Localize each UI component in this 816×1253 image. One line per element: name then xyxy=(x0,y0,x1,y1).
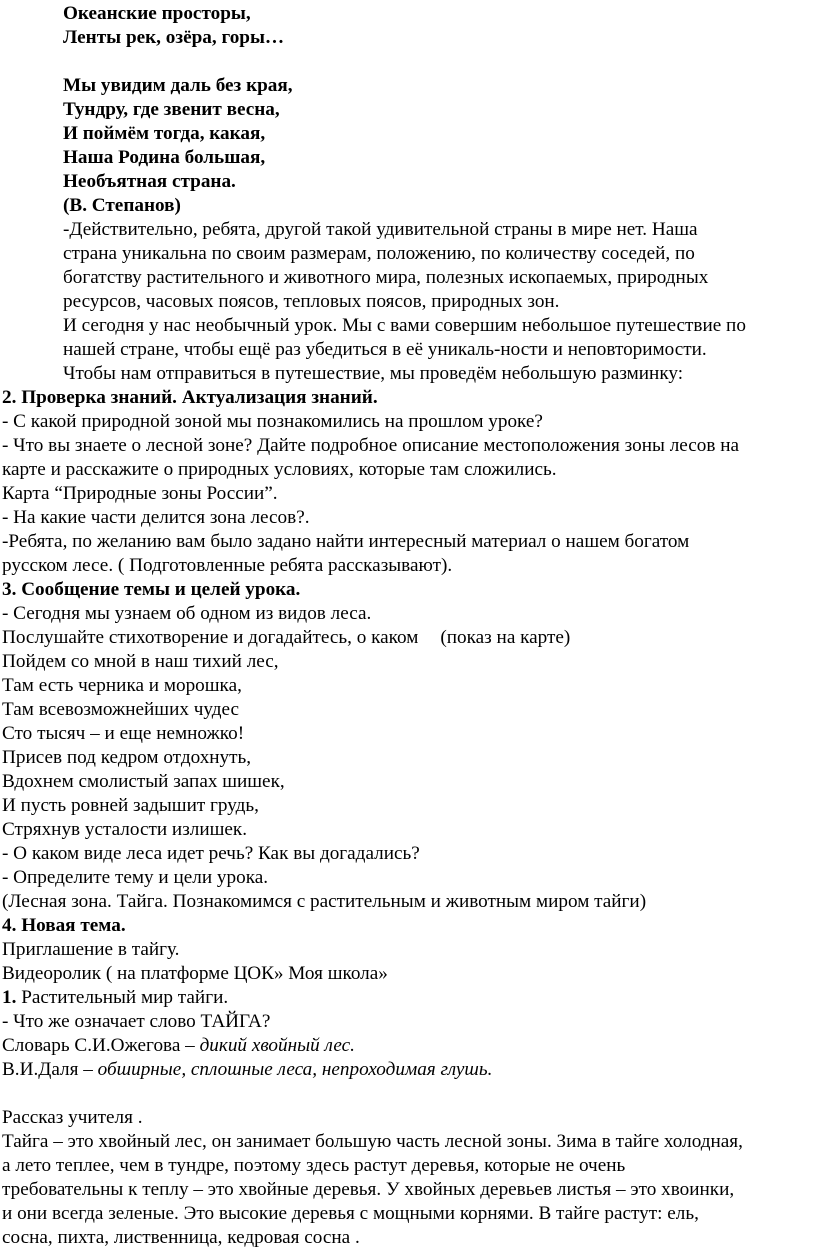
subheading-number: 1. xyxy=(2,987,17,1008)
text-line: - Что же означает слово ТАЙГА? xyxy=(2,1011,271,1032)
text-line: (Лесная зона. Тайга. Познакомимся с растительным и животным миром тайги) xyxy=(2,891,647,912)
intro-line: ресурсов, часовых поясов, тепловых поясов, природных зон. xyxy=(63,291,560,312)
poem-line: Вдохнем смолистый запах шишек, xyxy=(2,771,285,792)
text-line: карте и расскажите о природных условиях, которые там сложились. xyxy=(2,459,557,480)
poem-line: Пойдем со мной в наш тихий лес, xyxy=(2,651,279,672)
intro-line: богатству растительного и животного мира, полезных ископаемых, природных xyxy=(63,267,709,288)
text-line: -Ребята, по желанию вам было задано найти интересный материал о нашем богатом xyxy=(2,531,690,552)
poem-line: Необъятная страна. xyxy=(63,171,236,192)
poem-line: Ленты рек, озёра, горы… xyxy=(63,27,285,48)
dictionary-source: Словарь С.И.Ожегова – xyxy=(2,1035,200,1056)
section-heading: 2. Проверка знаний. Актуализация знаний. xyxy=(2,387,378,408)
text-line: Рассказ учителя . xyxy=(2,1107,143,1128)
listen-text: Послушайте стихотворение и догадайтесь, о каком xyxy=(2,627,419,648)
intro-line: нашей стране, чтобы ещё раз убедиться в её уникаль-ности и неповторимости. xyxy=(63,339,707,360)
text-line: русском лесе. ( Подготовленные ребята рассказывают). xyxy=(2,555,453,576)
dictionary-definition: дикий хвойный лес. xyxy=(199,1035,355,1056)
poem-line: Тундру, где звенит весна, xyxy=(63,99,280,120)
poem-line: Сто тысяч – и еще немножко! xyxy=(2,723,245,744)
text-line: - Сегодня мы узнаем об одном из видов леса. xyxy=(2,603,372,624)
dictionary-line xyxy=(2,1034,355,1058)
poem-line: Стряхнув усталости излишек. xyxy=(2,819,248,840)
text-line: - О каком виде леса идет речь? Как вы догадались? xyxy=(2,843,420,864)
text-line: Видеоролик ( на платформе ЦОК» Моя школа» xyxy=(2,963,388,984)
text-line: - С какой природной зоной мы познакомились на прошлом уроке? xyxy=(2,411,543,432)
poem-line: И пусть ровней задышит грудь, xyxy=(2,795,259,816)
section-heading: 4. Новая тема. xyxy=(2,915,126,936)
map-note: (показ на карте) xyxy=(440,627,571,648)
subheading-text: Растительный мир тайги. xyxy=(16,987,229,1008)
poem-line: Наша Родина большая, xyxy=(63,147,266,168)
subheading-line xyxy=(2,986,228,1010)
text-line: Приглашение в тайгу. xyxy=(2,939,180,960)
poem-line: Океанские просторы, xyxy=(63,3,251,24)
text-line: - На какие части делится зона лесов?. xyxy=(2,507,310,528)
dictionary-definition: обширные, сплошные леса, непроходимая глушь. xyxy=(97,1059,493,1080)
story-line: требовательны к теплу – это хвойные деревья. У хвойных деревьев листья – это хвоинки, xyxy=(2,1179,735,1200)
dictionary-line xyxy=(2,1058,492,1082)
section-heading: 3. Сообщение темы и целей урока. xyxy=(2,579,301,600)
story-line: сосна, пихта, лиственница, кедровая сосна . xyxy=(2,1227,360,1248)
story-line: а лето теплее, чем в тундре, поэтому здесь растут деревья, которые не очень xyxy=(2,1155,626,1176)
poem-author: (В. Степанов) xyxy=(63,195,181,216)
intro-line: страна уникальна по своим размерам, положению, по количеству соседей, по xyxy=(63,243,695,264)
text-line: Карта “Природные зоны России”. xyxy=(2,483,278,504)
dictionary-source: В.И.Даля – xyxy=(2,1059,98,1080)
text-line: - Определите тему и цели урока. xyxy=(2,867,269,888)
poem-line: Там всевозможнейших чудес xyxy=(2,699,240,720)
story-line: Тайга – это хвойный лес, он занимает большую часть лесной зоны. Зима в тайге холодная, xyxy=(2,1131,743,1152)
intro-line: И сегодня у нас необычный урок. Мы с вами совершим небольшое путешествие по xyxy=(63,315,746,336)
poem-line: Там есть черника и морошка, xyxy=(2,675,242,696)
poem-line: Мы увидим даль без края, xyxy=(63,75,293,96)
story-line: и они всегда зеленые. Это высокие деревья с мощными корнями. В тайге растут: ель, xyxy=(2,1203,699,1224)
poem-line: Присев под кедром отдохнуть, xyxy=(2,747,252,768)
poem-line: И поймём тогда, какая, xyxy=(63,123,266,144)
intro-line: Чтобы нам отправиться в путешествие, мы проведём небольшую разминку: xyxy=(63,363,684,384)
intro-line: -Действительно, ребята, другой такой удивительной страны в мире нет. Наша xyxy=(63,219,698,240)
listen-line xyxy=(2,626,570,650)
text-line: - Что вы знаете о лесной зоне? Дайте подробное описание местоположения зоны лесов на xyxy=(2,435,740,456)
